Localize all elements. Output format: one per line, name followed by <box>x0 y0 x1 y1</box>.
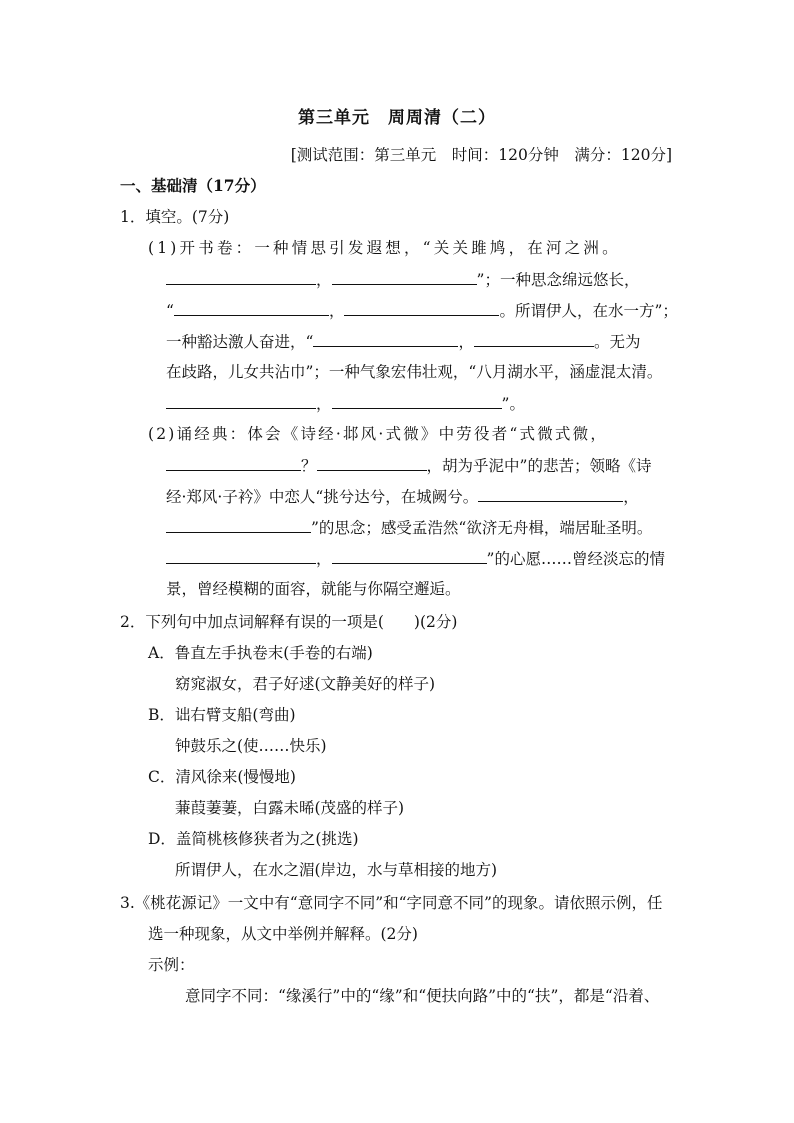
question-1-stem: 1．填空。(7分) <box>120 208 230 226</box>
example-text: 意同字不同：“缘溪行”中的“缘”和“便扶向路”中的“扶”，都是“沿着、 <box>185 987 660 1005</box>
q1-part1-line1: (1)开书卷：一种情思引发遐想，“关关雎鸠，在河之洲。 <box>148 239 621 257</box>
answer-blank[interactable] <box>166 393 316 409</box>
option-d-line1: D．盖简桃核修狭者为之(挑选) <box>148 830 359 848</box>
answer-blank[interactable] <box>166 548 316 564</box>
option-b-line2: 钟鼓乐之(使……快乐) <box>175 737 327 755</box>
example-label: 示例： <box>148 956 195 974</box>
question-3-line1: 3.《桃花源记》一文中有“意同字不同”和“字同意不同”的现象。请依照示例，任 <box>120 894 663 912</box>
q1-part1-line6: ， ”。 <box>166 393 525 414</box>
answer-blank[interactable] <box>332 269 477 285</box>
answer-blank[interactable] <box>166 269 316 285</box>
q1-part2-line2: ？ ，胡为乎泥中”的悲苦；领略《诗 <box>166 455 651 476</box>
q1-part2-line6: 景，曾经模糊的面容，就能与你隔空邂逅。 <box>166 580 461 598</box>
q1-part1-line3: “ ， 。所谓伊人，在水一方”； <box>166 302 678 320</box>
question-3-line2: 选一种现象，从文中举例并解释。(2分) <box>148 925 418 943</box>
q1-part2-line5: ， ”的心愿……曾经淡忘的情 <box>166 548 665 569</box>
question-2-stem: 2．下列句中加点词解释有误的一项是( )(2分) <box>120 613 458 631</box>
answer-blank[interactable] <box>166 517 311 533</box>
q1-part1-line4: 一种豁达激人奋进，“ ， 。无为 <box>166 333 641 351</box>
answer-blank[interactable] <box>174 300 329 316</box>
q1-part2-line4: ”的思念；感受孟浩然“欲济无舟楫，端居耻圣明。 <box>166 517 652 538</box>
answer-blank[interactable] <box>332 393 502 409</box>
option-c-line1: C．清风徐来(慢慢地) <box>148 768 296 786</box>
q1-part2-line3: 经·郑风·子衿》中恋人“挑兮达兮，在城阙兮。 ， <box>166 488 639 506</box>
q1-part1-line2: ， ”；一种思念绵远悠长， <box>166 269 639 290</box>
option-d-line2: 所谓伊人，在水之湄(岸边，水与草相接的地方) <box>175 861 498 879</box>
test-scope: [测试范围：第三单元 时间：120分钟 满分：120分] <box>290 146 672 164</box>
q1-part1-line5: 在歧路，儿女共沾巾”；一种气象宏伟壮观，“八月湖水平，涵虚混太清。 <box>166 363 663 381</box>
option-a-line2: 窈窕淑女，君子好逑(文静美好的样子) <box>175 675 436 693</box>
answer-blank[interactable] <box>332 548 487 564</box>
option-c-line2: 蒹葭萋萋，白露未晞(茂盛的样子) <box>175 799 405 817</box>
answer-blank[interactable] <box>474 331 594 347</box>
option-a-line1: A．鲁直左手执卷末(手卷的右端) <box>148 644 373 662</box>
section-heading: 一、基础清（17分） <box>120 176 266 195</box>
q1-part2-line1: (2)诵经典：体会《诗经·邶风·式微》中劳役者“式微式微， <box>148 425 609 443</box>
answer-blank[interactable] <box>344 300 499 316</box>
answer-blank[interactable] <box>313 331 458 347</box>
option-b-line1: B．诎右臂支船(弯曲) <box>148 706 296 724</box>
page-title: 第三单元 周周清（二） <box>298 108 496 128</box>
answer-blank[interactable] <box>166 455 301 471</box>
answer-blank[interactable] <box>317 455 427 471</box>
answer-blank[interactable] <box>478 486 623 502</box>
